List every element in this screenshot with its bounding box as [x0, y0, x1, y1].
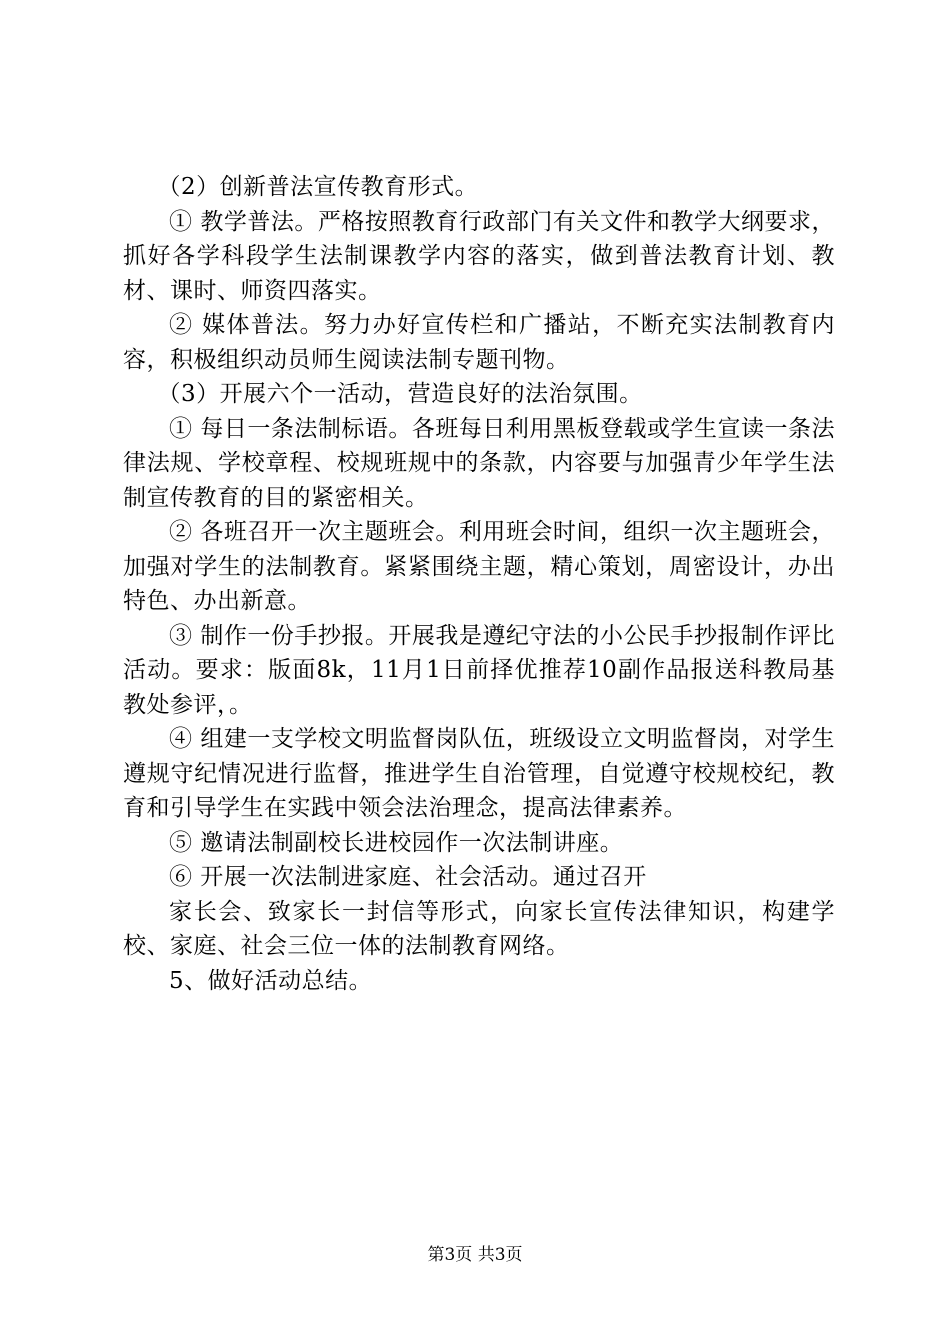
- section-heading-2: （2）创新普法宣传教育形式。: [157, 174, 479, 200]
- paragraph-media-law: ② 媒体普法。努力办好宣传栏和广播站，不断充实法制教育内容，积极组织动员师生阅读法制专题刊物。: [123, 312, 835, 373]
- paragraph-class-meeting: ② 各班召开一次主题班会。利用班会时间，组织一次主题班会，加强对学生的法制教育。紧紧围绕主题，精心策划，周密设计，办出特色、办出新意。: [123, 519, 835, 614]
- paragraph-summary: 5、做好活动总结。: [169, 967, 373, 994]
- paragraph-law-lecture: ⑤ 邀请法制副校长进校园作一次法制讲座。: [169, 829, 624, 856]
- page-number-footer: 第3页 共3页: [427, 1245, 523, 1265]
- section-heading-3: （3）开展六个一活动，营造良好的法治氛围。: [157, 381, 643, 407]
- paragraph-supervision-team: ④ 组建一支学校文明监督岗队伍，班级设立文明监督岗，对学生遵规守纪情况进行监督，推进学生自治管理，自觉遵守校规校纪，教育和引导学生在实践中领会法治理念，提高法律素养。: [123, 726, 835, 821]
- paragraph-daily-slogan: ① 每日一条法制标语。各班每日利用黑板登载或学生宣读一条法律法规、学校章程、校规班规中的条款，内容要与加强青少年学生法制宣传教育的目的紧密相关。: [123, 415, 835, 511]
- document-body: [123, 170, 835, 998]
- paragraph-family-activity: ⑥ 开展一次法制进家庭、社会活动。通过召开: [169, 864, 647, 890]
- paragraph-family-activity-continued: 家长会、致家长一封信等形式，向家长宣传法律知识，构建学校、家庭、社会三位一体的法制教育网络。: [123, 898, 835, 959]
- paragraph-handwritten-newspaper: ③ 制作一份手抄报。开展我是遵纪守法的小公民手抄报制作评比活动。要求：版面8k，11月1日前择优推荐10副作品报送科教局基教处参评，。: [123, 622, 835, 718]
- paragraph-teaching-law: ① 教学普法。严格按照教育行政部门有关文件和教学大纲要求，抓好各学科段学生法制课教学内容的落实，做到普法教育计划、教材、课时、师资四落实。: [123, 208, 835, 304]
